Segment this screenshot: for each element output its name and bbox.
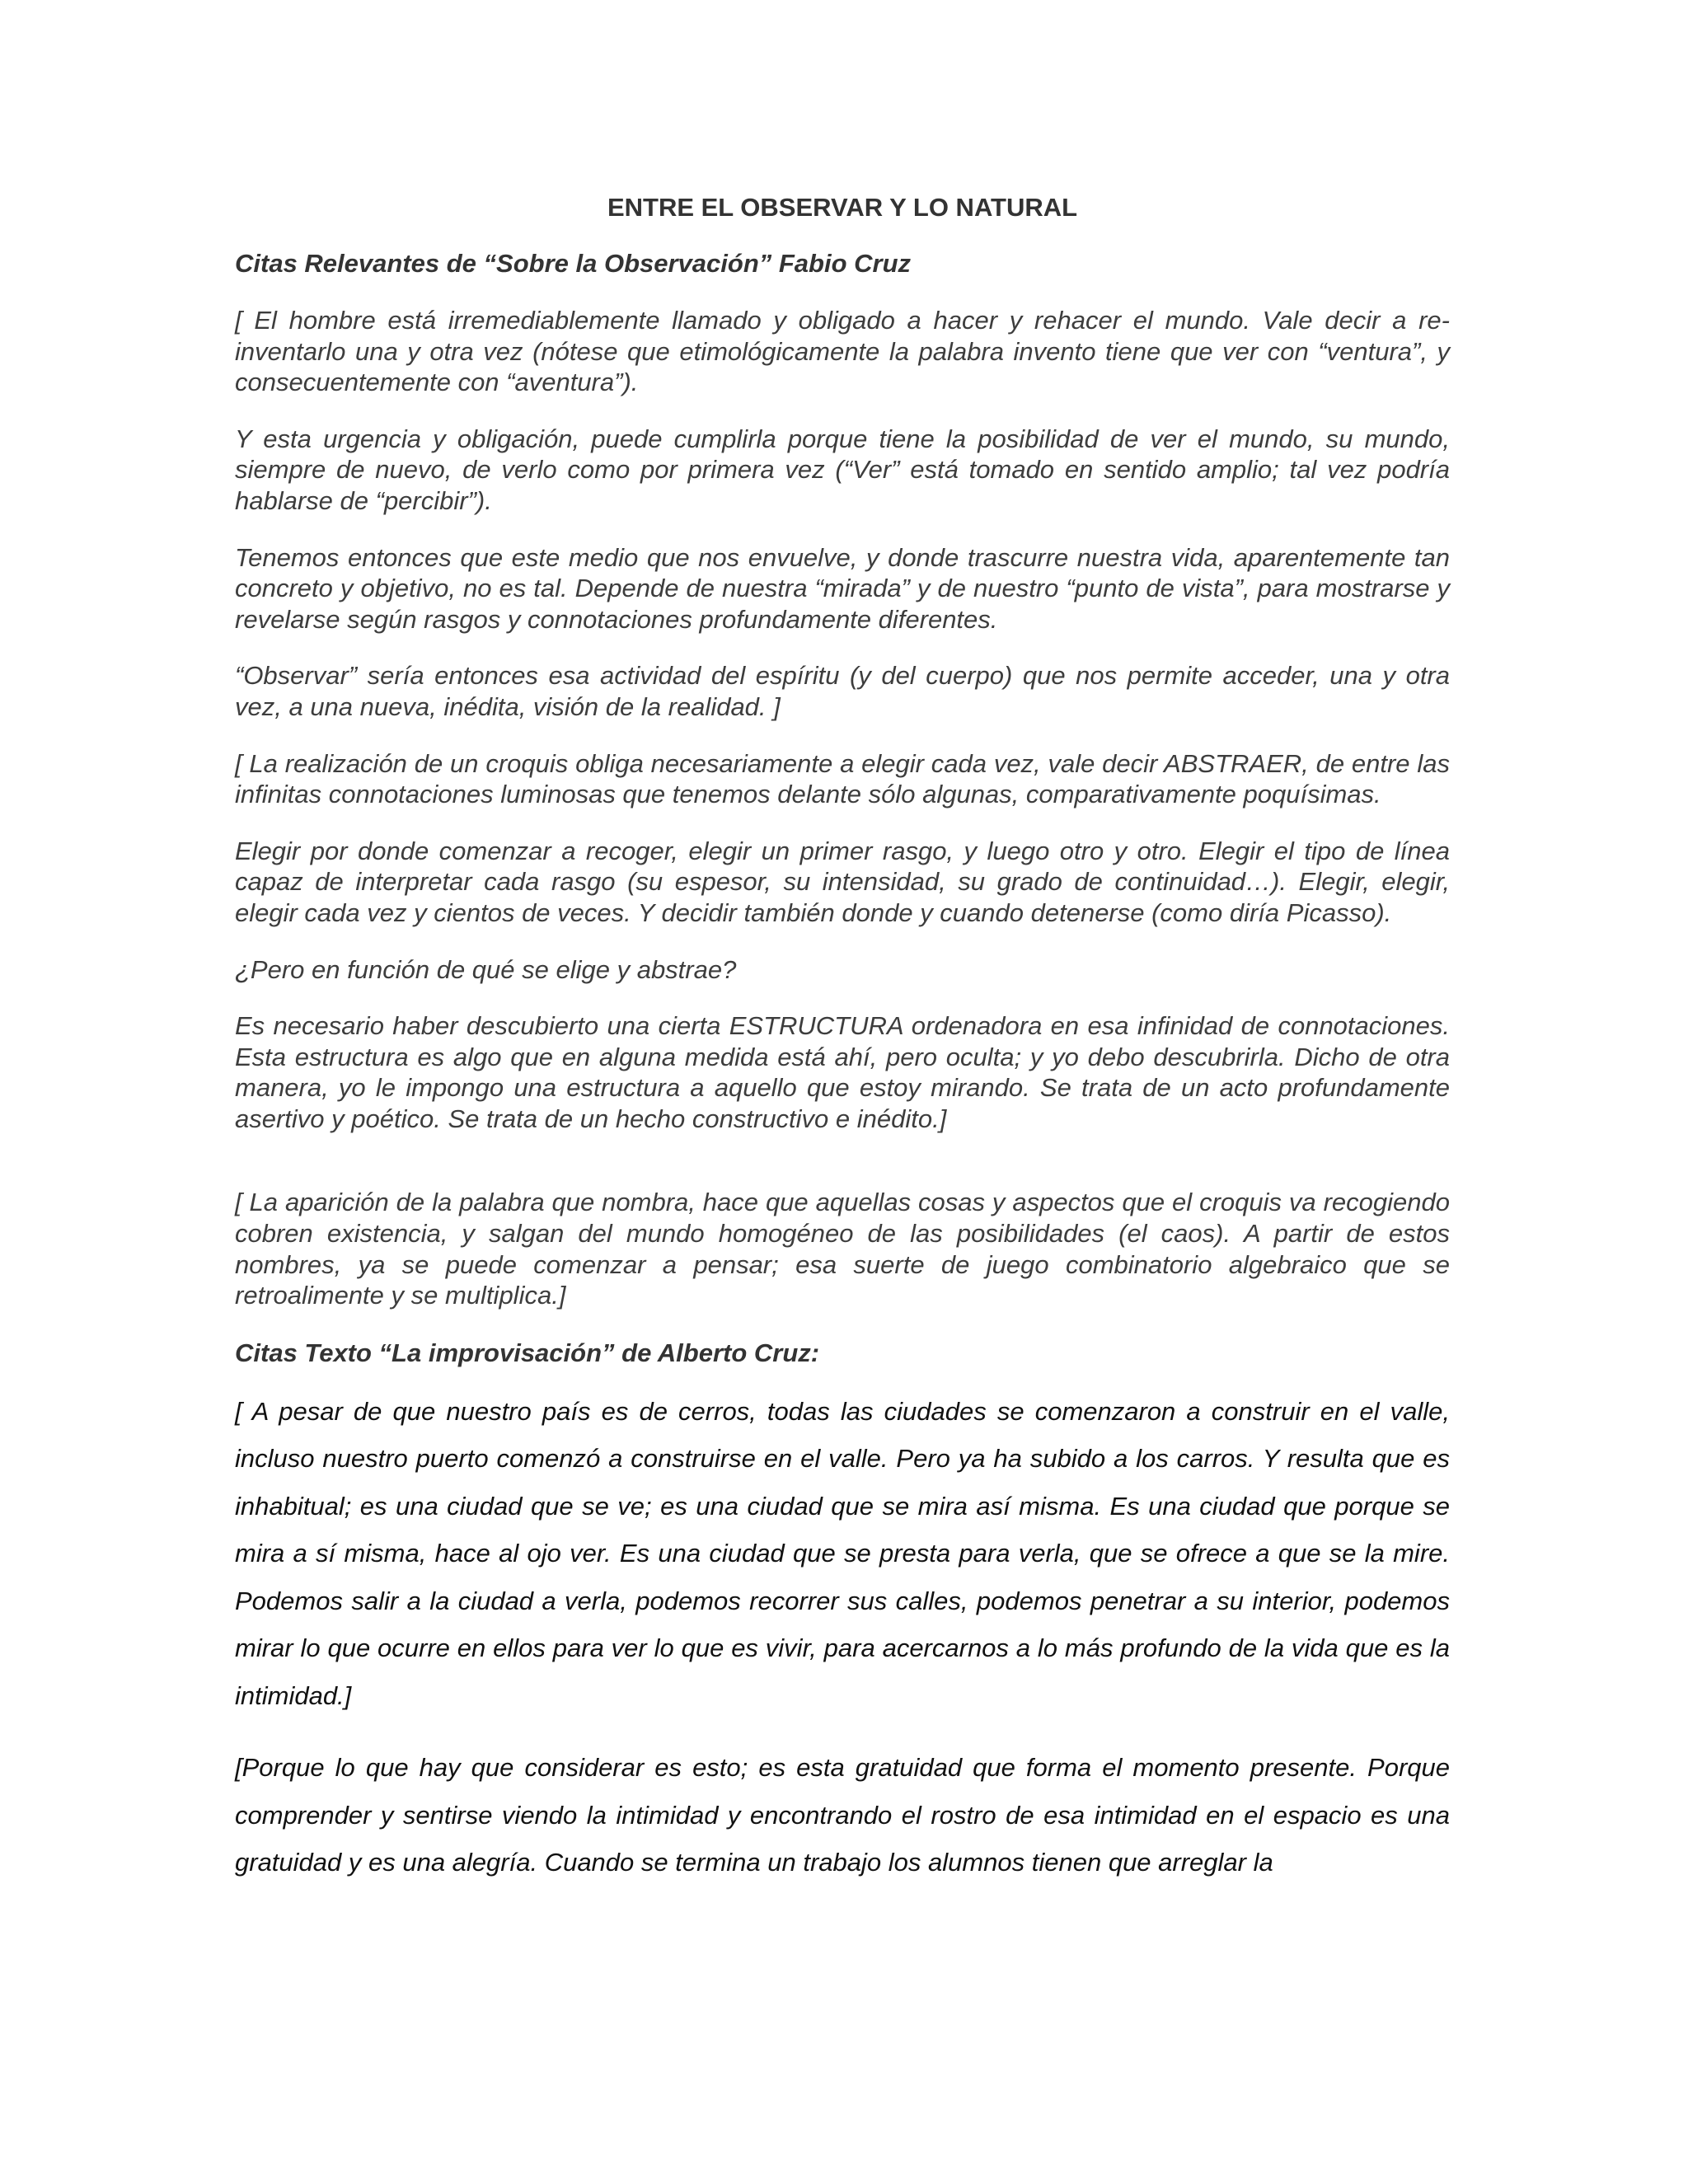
paragraph: Es necesario haber descubierto una cierta ESTRUCTURA ordenadora en esa infinidad de connotaciones. Esta estructura es algo que en alguna medida está ahí, pero oculta; y yo debo descubrirla. Dicho de otra manera, yo le impongo una estructura a aquello que estoy mirando. Se trata de un acto profundamente asertivo y poético. Se trata de un hecho constructivo e inédito.]: [235, 1011, 1450, 1133]
paragraph: Elegir por donde comenzar a recoger, elegir un primer rasgo, y luego otro y otro. Elegir el tipo de línea capaz de interpretar cada rasgo (su espesor, su intensidad, su grado de continuidad…). Elegir, elegir, elegir cada vez y cientos de veces. Y decidir también donde y cuando detenerse (como diría Picasso).: [235, 836, 1450, 927]
document-title: ENTRE EL OBSERVAR Y LO NATURAL: [607, 193, 1078, 222]
paragraph: [ A pesar de que nuestro país es de cerros, todas las ciudades se comenzaron a construir en el valle, incluso nuestro puerto comenzó a construirse en el valle. Pero ya ha subido a los carros. Y resulta que es inhabitual; es una ciudad que se ve; es una ciudad que se mira así misma. Es una ciudad que porque se mira a sí misma, hace al ojo ver. Es una ciudad que se presta para verla, que se ofrece a que se la mire. Podemos salir a la ciudad a verla, podemos recorrer sus calles, podemos penetrar a su interior, podemos mirar lo que ocurre en ellos para ver lo que es vivir, para acercarnos a lo más profundo de la vida que es la intimidad.]: [235, 1396, 1450, 1710]
paragraph: Tenemos entonces que este medio que nos envuelve, y donde trascurre nuestra vida, aparentemente tan concreto y objetivo, no es tal. Depende de nuestra “mirada” y de nuestro “punto de vista”, para mostrarse y revelarse según rasgos y connotaciones profundamente diferentes.: [235, 542, 1450, 634]
paragraph: “Observar” sería entonces esa actividad del espíritu (y del cuerpo) que nos permite acceder, una y otra vez, a una nueva, inédita, visión de la realidad. ]: [235, 661, 1450, 721]
paragraph: [ La realización de un croquis obliga necesariamente a elegir cada vez, vale decir ABSTRAER, de entre las infinitas connotaciones luminosas que tenemos delante sólo algunas, comparativamente poquísimas.: [235, 748, 1450, 809]
section-heading-fabio-cruz: Citas Relevantes de “Sobre la Observación” Fabio Cruz: [235, 249, 912, 278]
paragraph: [ El hombre está irremediablemente llamado y obligado a hacer y rehacer el mundo. Vale decir a re-inventarlo una y otra vez (nótese que etimológicamente la palabra invento tiene que ver con “ventura”, y consecuentemente con “aventura”).: [235, 306, 1450, 397]
paragraph: [ La aparición de la palabra que nombra, hace que aquellas cosas y aspectos que el croquis va recogiendo cobren existencia, y salgan del mundo homogéneo de las posibilidades (el caos). A partir de estos nombres, ya se puede comenzar a pensar; esa suerte de juego combinatorio algebraico que se retroalimente y se multiplica.]: [235, 1188, 1450, 1310]
paragraph: ¿Pero en función de qué se elige y abstrae?: [235, 954, 737, 984]
paragraph: [Porque lo que hay que considerar es esto; es esta gratuidad que forma el momento presente. Porque comprender y sentirse viendo la intimidad y encontrando el rostro de esa intimidad en el espacio es una gratuidad y es una alegría. Cuando se termina un trabajo los alumnos tienen que arreglar la: [235, 1753, 1450, 1877]
document-body: [235, 191, 1450, 1911]
section-heading-alberto-cruz: Citas Texto “La improvisación” de Alberto Cruz:: [235, 1338, 820, 1367]
paragraph: Y esta urgencia y obligación, puede cumplirla porque tiene la posibilidad de ver el mundo, su mundo, siempre de nuevo, de verlo como por primera vez (“Ver” está tomado en sentido amplio; tal vez podría hablarse de “percibir”).: [235, 424, 1450, 515]
